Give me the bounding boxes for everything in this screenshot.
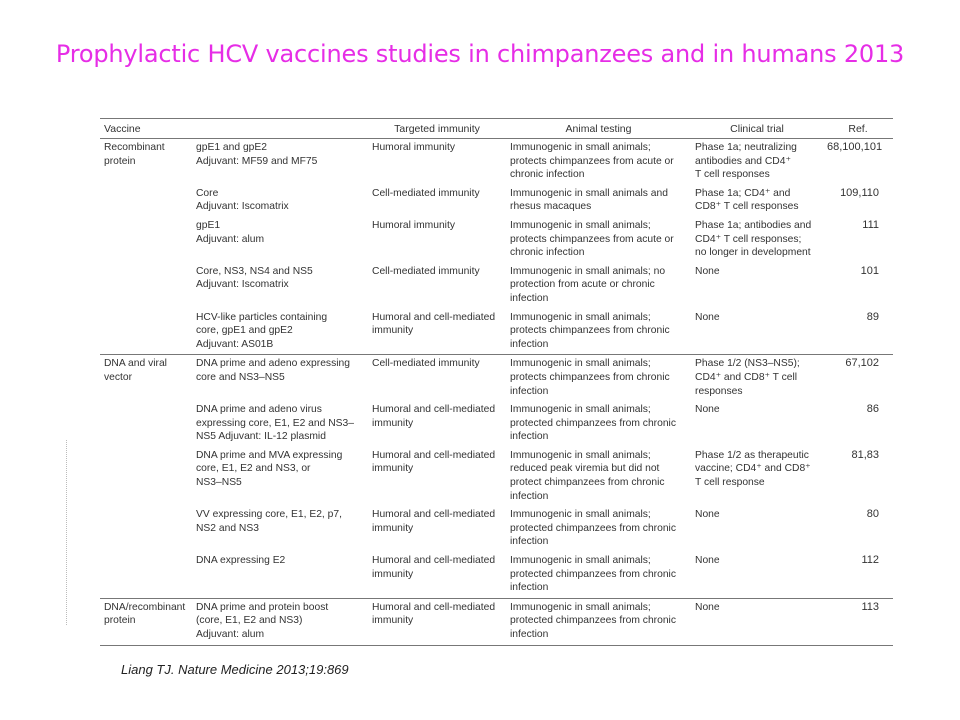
category-cell [100, 185, 192, 217]
clinical-cell: None [695, 311, 720, 323]
immunity-cell: Cell-mediated immunity [372, 265, 480, 277]
side-decoration [66, 440, 71, 625]
clinical-cell: Phase 1a; antibodies and CD4⁺ T cell responses; no longer in development [695, 219, 812, 259]
vaccine-table [100, 118, 893, 646]
header-ref: Ref. [823, 119, 893, 139]
vaccine-table-container [100, 118, 893, 646]
vaccine-cell: VV expressing core, E1, E2, p7, NS2 and NS3 [196, 509, 342, 534]
category-cell [100, 309, 192, 355]
vaccine-cell: gpE1 Adjuvant: alum [196, 219, 265, 245]
vaccine-cell: HCV-like particles containing core, gpE1 and gpE2 Adjuvant: AS01B [196, 311, 328, 350]
immunity-cell: Humoral and cell-mediated immunity [372, 311, 496, 337]
immunity-cell: Humoral and cell-mediated immunity [372, 404, 496, 429]
table-row [100, 598, 893, 645]
vaccine-cell: DNA prime and protein boost (core, E1, E2 and NS3) Adjuvant: alum [192, 598, 368, 645]
category-cell [100, 401, 192, 447]
immunity-cell: Humoral and cell-mediated immunity [372, 449, 496, 475]
clinical-cell: None [695, 509, 720, 521]
vaccine-cell: Core Adjuvant: Iscomatrix [196, 187, 289, 213]
vaccine-cell: DNA expressing E2 [196, 555, 286, 567]
immunity-cell: Humoral immunity [372, 219, 455, 231]
ref-cell: 109,110 [840, 186, 880, 199]
clinical-cell: Phase 1/2 (NS3–NS5); CD4⁺ and CD8⁺ T cell responses [691, 355, 823, 401]
vaccine-cell: DNA prime and adeno expressing core and NS3–NS5 [192, 355, 368, 401]
animal-cell: Immunogenic in small animals; no protection from acute or chronic infection [510, 265, 666, 304]
table-row [100, 506, 893, 552]
clinical-cell: None [695, 555, 720, 567]
animal-cell: Immunogenic in small animals; protected chimpanzees from chronic infection [506, 598, 691, 645]
category-cell: DNA and viral vector [100, 355, 192, 401]
ref-cell: 68,100,101 [827, 141, 883, 153]
table-row [100, 447, 893, 506]
animal-cell: Immunogenic in small animals; protected chimpanzees from chronic infection [510, 555, 676, 594]
clinical-cell: None [695, 265, 720, 277]
citation: Liang TJ. Nature Medicine 2013;19:869 [121, 662, 349, 677]
ref-cell: 101 [860, 264, 880, 277]
ref-cell: 86 [866, 403, 880, 416]
table-row [100, 139, 893, 185]
immunity-cell: Humoral and cell-mediated immunity [368, 598, 506, 645]
table-row [100, 263, 893, 309]
animal-cell: Immunogenic in small animals; protected chimpanzees from chronic infection [510, 509, 676, 548]
table-row [100, 309, 893, 355]
vaccine-cell: DNA prime and adeno virus expressing core, E1, E2 and NS3– NS5 Adjuvant: IL-12 plasmid [196, 404, 354, 443]
immunity-cell: Humoral and cell-mediated immunity [372, 555, 496, 580]
clinical-cell: None [695, 404, 720, 416]
category-cell [100, 263, 192, 309]
ref-cell: 80 [866, 508, 880, 521]
ref-cell: 113 [823, 598, 893, 645]
table-row [100, 217, 893, 263]
table-header-row [100, 119, 893, 139]
vaccine-cell: DNA prime and MVA expressing core, E1, E2 and NS3, or NS3–NS5 [196, 449, 343, 489]
header-clinical-trial: Clinical trial [691, 119, 823, 139]
animal-cell: Immunogenic in small animals; protects chimpanzees from chronic infection [506, 355, 691, 401]
slide-title: Prophylactic HCV vaccines studies in chimpanzees and in humans 2013 [55, 40, 905, 68]
category-cell [100, 506, 192, 552]
table-row [100, 401, 893, 447]
immunity-cell: Humoral immunity [372, 142, 455, 153]
table-row [100, 552, 893, 598]
category-cell [100, 447, 192, 506]
clinical-cell: None [691, 598, 823, 645]
category-cell: DNA/recombinant protein [100, 598, 192, 645]
animal-cell: Immunogenic in small animals; protected chimpanzees from chronic infection [510, 404, 676, 443]
immunity-cell: Cell-mediated immunity [372, 187, 480, 199]
category-cell [100, 217, 192, 263]
header-vaccine: Vaccine [100, 119, 368, 139]
animal-cell: Immunogenic in small animals; protects chimpanzees from acute or chronic infection [510, 219, 674, 259]
ref-cell: 89 [866, 310, 880, 323]
ref-cell: 81,83 [851, 448, 880, 461]
clinical-cell: Phase 1/2 as therapeutic vaccine; CD4⁺ and CD8⁺ T cell response [695, 449, 811, 489]
animal-cell: Immunogenic in small animals; reduced peak viremia but did not protect chimpanzees from chronic infection [510, 449, 665, 502]
clinical-cell: Phase 1a; CD4⁺ and CD8⁺ T cell responses [695, 187, 799, 213]
table-row [100, 355, 893, 401]
table-row [100, 185, 893, 217]
category-cell: Recombinant protein [104, 142, 165, 167]
ref-cell: 111 [862, 218, 880, 231]
ref-cell: 67,102 [823, 355, 893, 401]
header-targeted-immunity: Targeted immunity [368, 119, 506, 139]
immunity-cell: Cell-mediated immunity [368, 355, 506, 401]
immunity-cell: Humoral and cell-mediated immunity [372, 509, 496, 534]
animal-cell: Immunogenic in small animals; protects chimpanzees from acute or chronic infection [510, 142, 674, 181]
ref-cell: 112 [861, 554, 880, 567]
vaccine-cell: gpE1 and gpE2 Adjuvant: MF59 and MF75 [196, 142, 318, 167]
animal-cell: Immunogenic in small animals and rhesus macaques [510, 187, 668, 213]
clinical-cell: Phase 1a; neutralizing antibodies and CD4⁺ T cell responses [695, 142, 797, 181]
header-animal-testing: Animal testing [506, 119, 691, 139]
animal-cell: Immunogenic in small animals; protects chimpanzees from chronic infection [510, 311, 670, 350]
vaccine-cell: Core, NS3, NS4 and NS5 Adjuvant: Iscomatrix [196, 265, 313, 291]
category-cell [100, 552, 192, 598]
